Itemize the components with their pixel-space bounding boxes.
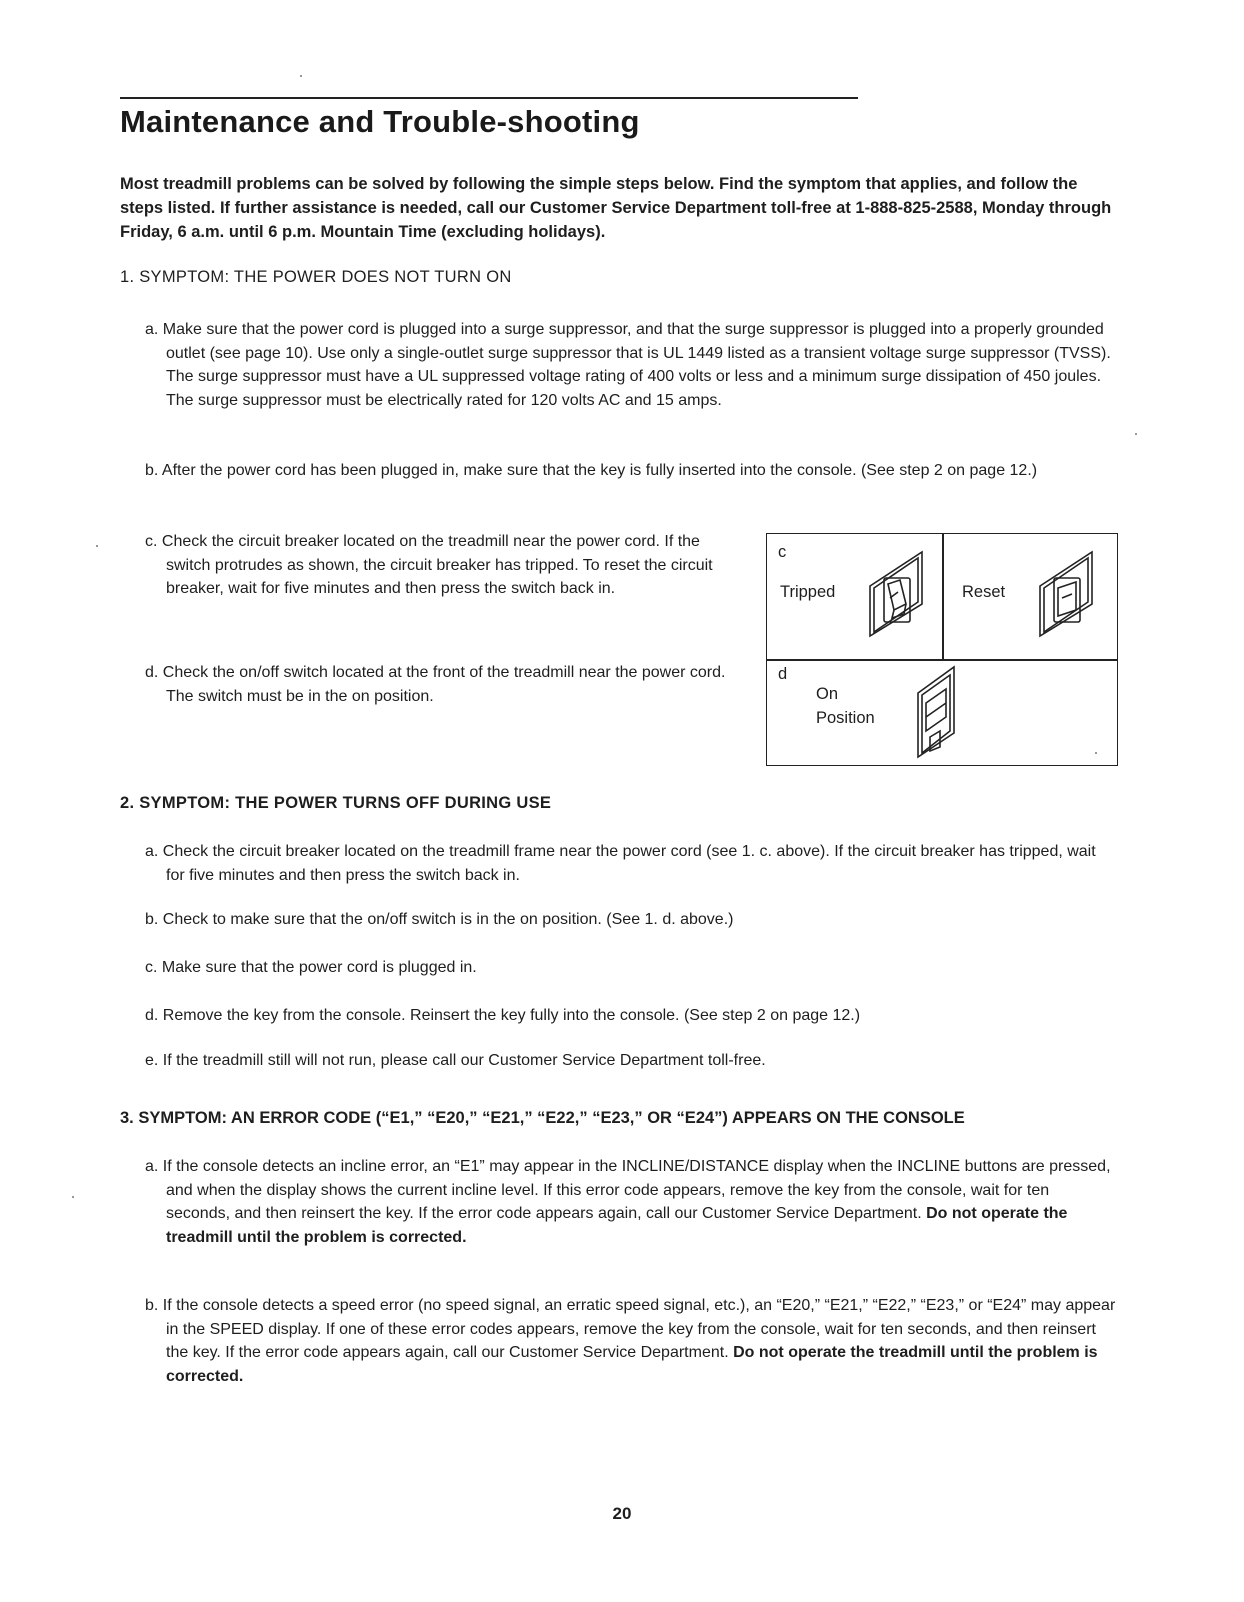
reset-switch-icon: [1036, 548, 1100, 642]
symptom-1-heading: 1. SYMPTOM: THE POWER DOES NOT TURN ON: [120, 268, 512, 286]
tripped-switch-icon: [866, 548, 930, 642]
symptom-2-item-d: d. Remove the key from the console. Reinsert the key fully into the console. (See step 2 on page 12.): [145, 1007, 861, 1024]
scan-speck: [300, 75, 302, 77]
symptom-3-item-b: [145, 1294, 1116, 1388]
symptom-3-item-b-text: b. If the console detects a speed error (no speed signal, an erratic speed signal, etc.), an “E20,” “E21,” “E22,” “E23,” or “E24” may appear in the SPEED display. If one of these error codes appears, remove the key from the console, wait for ten seconds, and then reinsert the key. If the error code appears again, call our Customer Service Department.: [145, 1297, 1116, 1361]
symptom-1-item-a: a. Make sure that the power cord is plugged into a surge suppressor, and that the surge suppressor is plugged into a properly grounded outlet (see page 10). Use only a single-outlet surge suppressor that is UL 1449 listed as a transient voltage surge suppressor (TVSS). The surge suppressor must have a UL suppressed voltage rating of 400 volts or less and a minimum surge dissipation of 450 joules. The surge suppressor must be electrically rated for 120 volts AC and 15 amps.: [145, 321, 1111, 409]
title-rule: [120, 97, 858, 99]
symptom-3-item-a-text: a. If the console detects an incline error, an “E1” may appear in the INCLINE/DISTANCE display when the INCLINE buttons are pressed, and when the display shows the current incline level. If this error code appears, remove the key from the console, wait for ten seconds, and then reinsert the key. If the error code appears again, call our Customer Service Department.: [145, 1158, 1111, 1222]
symptom-2-heading: 2. SYMPTOM: THE POWER TURNS OFF DURING USE: [120, 794, 552, 812]
page-number: 20: [612, 1504, 632, 1523]
figure-label-d: d: [778, 665, 788, 683]
scan-speck: [1135, 433, 1137, 435]
symptom-3-heading: 3. SYMPTOM: AN ERROR CODE (“E1,” “E20,” “E21,” “E22,” “E23,” OR “E24”) APPEARS ON THE CONSOLE: [120, 1109, 965, 1127]
symptom-3-item-b-warning: Do not operate the treadmill until the problem is corrected.: [166, 1344, 1098, 1385]
symptom-3-item-a: [145, 1155, 1116, 1249]
symptom-2-item-e: e. If the treadmill still will not run, please call our Customer Service Department toll-free.: [145, 1052, 766, 1069]
on-label: On: [816, 685, 839, 703]
figure-label-c: c: [778, 543, 787, 561]
tripped-label: Tripped: [780, 583, 836, 601]
reset-label: Reset: [962, 583, 1006, 601]
rocker-switch-icon: [914, 663, 960, 761]
symptom-2-item-a: a. Check the circuit breaker located on the treadmill frame near the power cord (see 1. c. above). If the circuit breaker has tripped, wait for five minutes and then press the switch back in.: [145, 843, 1096, 884]
position-label: Position: [816, 709, 875, 727]
circuit-breaker-figure: [766, 533, 1118, 766]
scan-speck: [72, 1196, 74, 1198]
symptom-2-item-b: b. Check to make sure that the on/off switch is in the on position. (See 1. d. above.): [145, 911, 734, 928]
symptom-1-item-b: b. After the power cord has been plugged in, make sure that the key is fully inserted into the console. (See step 2 on page 12.): [145, 462, 1038, 479]
symptom-3-item-a-warning: Do not operate the treadmill until the problem is corrected.: [166, 1205, 1068, 1246]
symptom-1-item-c: c. Check the circuit breaker located on the treadmill near the power cord. If the switch protrudes as shown, the circuit breaker has tripped. To reset the circuit breaker, wait for five minutes and then press the switch back in.: [145, 533, 713, 597]
symptom-1-item-d: d. Check the on/off switch located at the front of the treadmill near the power cord. The switch must be in the on position.: [145, 664, 726, 705]
scan-speck: [96, 545, 98, 547]
page-title: Maintenance and Trouble-shooting: [120, 104, 640, 139]
intro-paragraph: Most treadmill problems can be solved by following the simple steps below. Find the symptom that applies, and follow the steps listed. If further assistance is needed, call our Customer Service Department toll-free at 1-888-825-2588, Monday through Friday, 6 a.m. until 6 p.m. Mountain Time (excluding holidays).: [120, 175, 1112, 241]
scan-speck: [1095, 752, 1097, 754]
symptom-2-item-c: c. Make sure that the power cord is plugged in.: [145, 959, 477, 976]
